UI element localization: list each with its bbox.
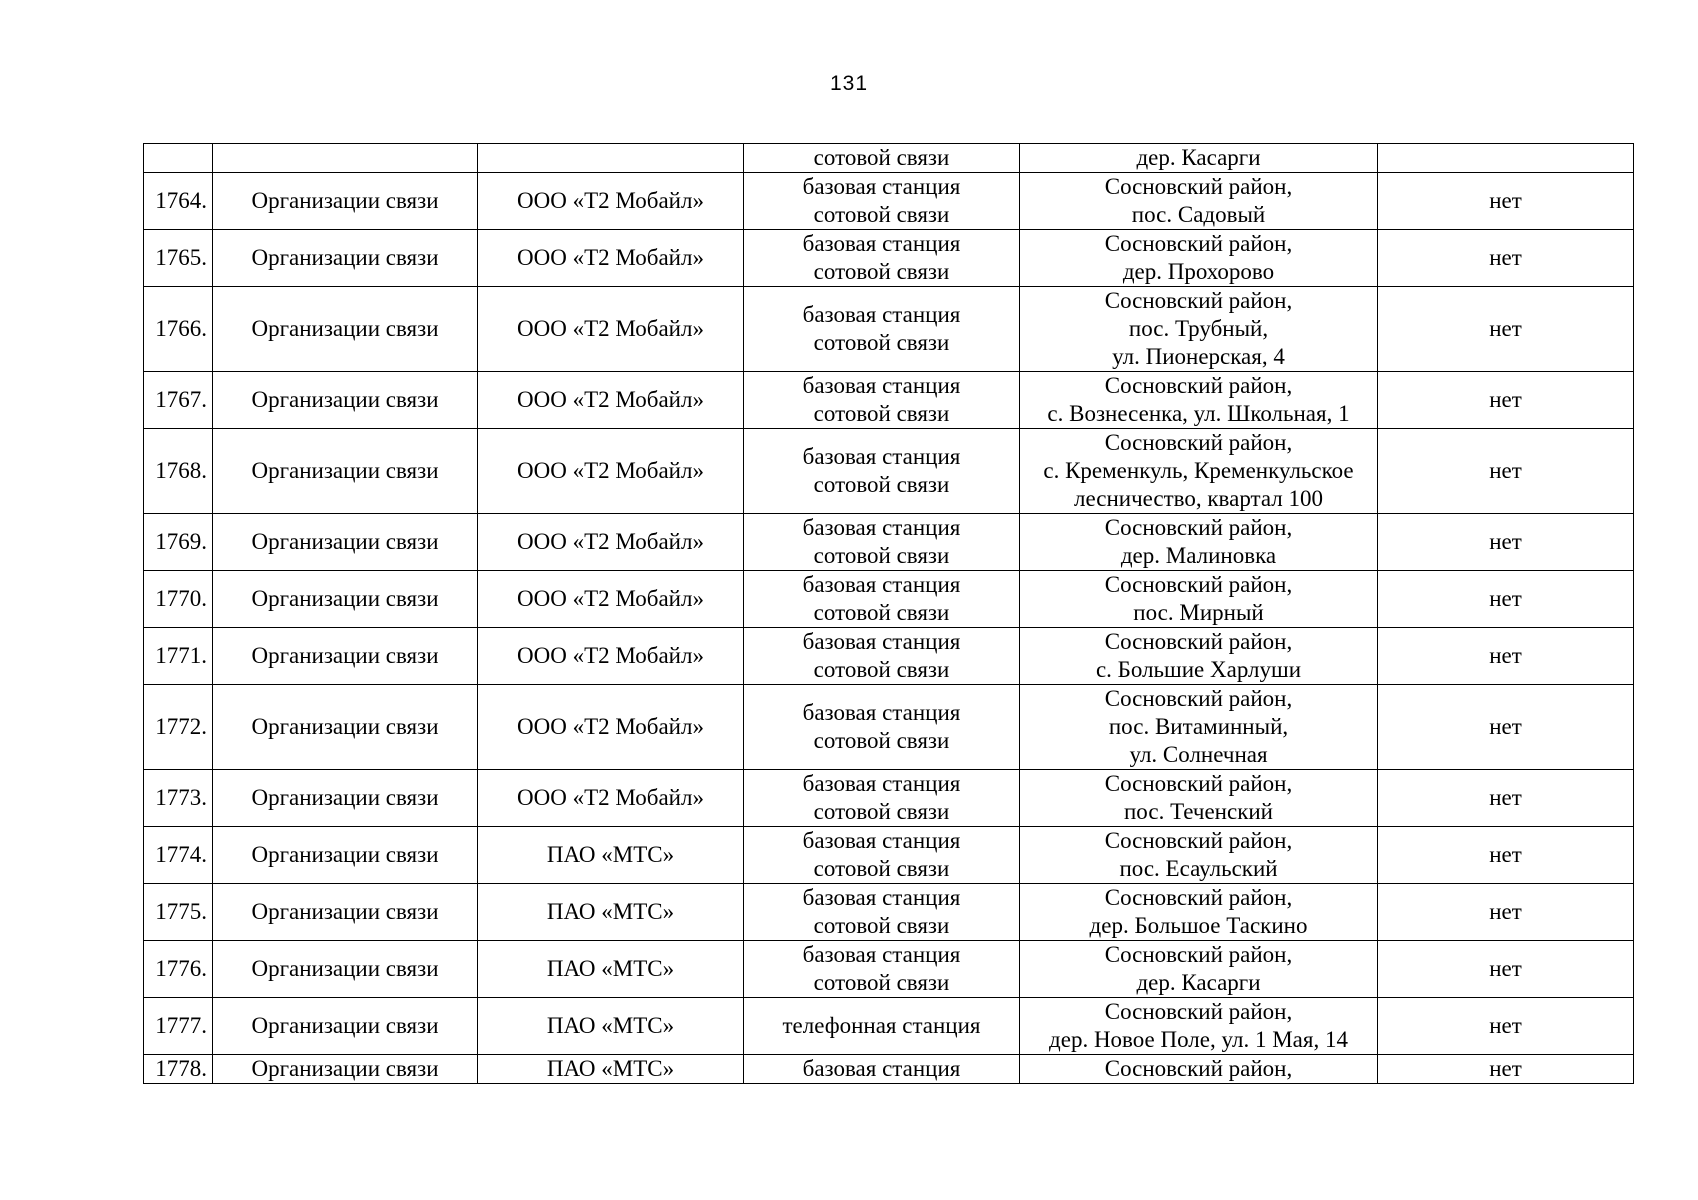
organization-cell: ООО «Т2 Мобайл» — [478, 287, 744, 372]
category-cell: Организации связи — [213, 998, 478, 1055]
table-row — [144, 571, 1634, 628]
address-line: дер. Малиновка — [1120, 543, 1277, 568]
note-cell: нет — [1378, 429, 1634, 514]
address-cell — [1020, 514, 1378, 571]
note-cell: нет — [1378, 287, 1634, 372]
address-line: Сосновский район, — [1104, 174, 1293, 199]
category-cell: Организации связи — [213, 372, 478, 429]
table-row — [144, 372, 1634, 429]
object-line: сотовой связи — [813, 145, 950, 170]
category-cell: Организации связи — [213, 173, 478, 230]
address-line: лесничество, квартал 100 — [1073, 486, 1323, 511]
note-cell: нет — [1378, 628, 1634, 685]
page-number: 131 — [829, 72, 869, 95]
object-line: сотовой связи — [813, 543, 950, 568]
row-number: 1767. — [144, 372, 213, 429]
category-cell: Организации связи — [213, 628, 478, 685]
object-cell — [744, 287, 1020, 372]
address-line: пос. Есаульский — [1119, 856, 1278, 881]
address-cell — [1020, 770, 1378, 827]
table-row — [144, 770, 1634, 827]
row-number: 1765. — [144, 230, 213, 287]
address-cell — [1020, 372, 1378, 429]
category-cell: Организации связи — [213, 571, 478, 628]
address-cell — [1020, 1055, 1378, 1084]
address-line: Сосновский район, — [1104, 1056, 1293, 1081]
row-number — [144, 144, 213, 173]
object-cell — [744, 941, 1020, 998]
table-row — [144, 998, 1634, 1055]
row-number: 1764. — [144, 173, 213, 230]
table-row — [144, 514, 1634, 571]
address-line: Сосновский район, — [1104, 686, 1293, 711]
organization-cell: ООО «Т2 Мобайл» — [478, 173, 744, 230]
address-cell — [1020, 628, 1378, 685]
category-cell: Организации связи — [213, 287, 478, 372]
row-number: 1778. — [144, 1055, 213, 1084]
address-line: пос. Садовый — [1131, 202, 1266, 227]
category-cell — [213, 144, 478, 173]
object-line: сотовой связи — [813, 657, 950, 682]
object-line: сотовой связи — [813, 330, 950, 355]
object-cell — [744, 571, 1020, 628]
address-cell — [1020, 685, 1378, 770]
note-cell — [1378, 144, 1634, 173]
object-line: базовая станция — [802, 700, 961, 725]
row-number: 1777. — [144, 998, 213, 1055]
organization-cell: ПАО «МТС» — [478, 1055, 744, 1084]
object-line: сотовой связи — [813, 472, 950, 497]
object-line: базовая станция — [802, 231, 961, 256]
object-line: сотовой связи — [813, 799, 950, 824]
row-number: 1770. — [144, 571, 213, 628]
address-line: Сосновский район, — [1104, 942, 1293, 967]
address-line: пос. Мирный — [1133, 600, 1264, 625]
organization-cell: ПАО «МТС» — [478, 827, 744, 884]
note-cell: нет — [1378, 884, 1634, 941]
organization-cell: ПАО «МТС» — [478, 998, 744, 1055]
row-number: 1769. — [144, 514, 213, 571]
organization-cell: ООО «Т2 Мобайл» — [478, 628, 744, 685]
object-cell — [744, 173, 1020, 230]
address-line: Сосновский район, — [1104, 430, 1293, 455]
organization-cell: ПАО «МТС» — [478, 884, 744, 941]
object-line: базовая станция — [802, 515, 961, 540]
address-cell — [1020, 287, 1378, 372]
category-cell: Организации связи — [213, 827, 478, 884]
row-number: 1766. — [144, 287, 213, 372]
address-line: Сосновский район, — [1104, 231, 1293, 256]
address-line: дер. Касарги — [1136, 145, 1261, 170]
row-number: 1768. — [144, 429, 213, 514]
address-line: ул. Пионерская, 4 — [1112, 344, 1285, 369]
row-number: 1773. — [144, 770, 213, 827]
table-row — [144, 941, 1634, 998]
category-cell: Организации связи — [213, 1055, 478, 1084]
row-number: 1771. — [144, 628, 213, 685]
note-cell: нет — [1378, 827, 1634, 884]
address-line: с. Вознесенка, ул. Школьная, 1 — [1047, 401, 1350, 426]
object-line: базовая станция — [802, 629, 961, 654]
address-cell — [1020, 827, 1378, 884]
address-line: Сосновский район, — [1104, 373, 1293, 398]
note-cell: нет — [1378, 941, 1634, 998]
organization-cell: ООО «Т2 Мобайл» — [478, 230, 744, 287]
registry-table — [143, 143, 1634, 1084]
address-line: пос. Трубный, — [1128, 316, 1269, 341]
table-row — [144, 144, 1634, 173]
table-row — [144, 173, 1634, 230]
organization-cell — [478, 144, 744, 173]
address-line: Сосновский район, — [1104, 515, 1293, 540]
note-cell: нет — [1378, 770, 1634, 827]
category-cell: Организации связи — [213, 514, 478, 571]
object-line: базовая станция — [802, 444, 961, 469]
address-cell — [1020, 230, 1378, 287]
organization-cell: ООО «Т2 Мобайл» — [478, 372, 744, 429]
object-line: базовая станция — [802, 1056, 961, 1081]
object-cell — [744, 230, 1020, 287]
object-line: базовая станция — [802, 828, 961, 853]
address-line: пос. Витаминный, — [1108, 714, 1289, 739]
organization-cell: ООО «Т2 Мобайл» — [478, 770, 744, 827]
address-cell — [1020, 144, 1378, 173]
table-row — [144, 429, 1634, 514]
address-cell — [1020, 429, 1378, 514]
object-cell — [744, 144, 1020, 173]
object-line: базовая станция — [802, 942, 961, 967]
row-number: 1772. — [144, 685, 213, 770]
address-cell — [1020, 571, 1378, 628]
organization-cell: ПАО «МТС» — [478, 941, 744, 998]
object-line: сотовой связи — [813, 600, 950, 625]
category-cell: Организации связи — [213, 770, 478, 827]
row-number: 1776. — [144, 941, 213, 998]
address-line: Сосновский район, — [1104, 999, 1293, 1024]
note-cell: нет — [1378, 173, 1634, 230]
object-cell — [744, 827, 1020, 884]
object-cell — [744, 884, 1020, 941]
note-cell: нет — [1378, 514, 1634, 571]
organization-cell: ООО «Т2 Мобайл» — [478, 571, 744, 628]
address-cell — [1020, 884, 1378, 941]
object-line: сотовой связи — [813, 728, 950, 753]
address-line: дер. Прохорово — [1122, 259, 1275, 284]
address-line: дер. Большое Таскино — [1089, 913, 1308, 938]
object-line: телефонная станция — [782, 1013, 981, 1038]
note-cell: нет — [1378, 571, 1634, 628]
note-cell: нет — [1378, 998, 1634, 1055]
object-line: сотовой связи — [813, 856, 950, 881]
object-line: сотовой связи — [813, 913, 950, 938]
note-cell: нет — [1378, 685, 1634, 770]
object-cell — [744, 628, 1020, 685]
address-line: Сосновский район, — [1104, 828, 1293, 853]
address-line: Сосновский район, — [1104, 885, 1293, 910]
organization-cell: ООО «Т2 Мобайл» — [478, 429, 744, 514]
object-cell — [744, 372, 1020, 429]
organization-cell: ООО «Т2 Мобайл» — [478, 514, 744, 571]
address-line: ул. Солнечная — [1129, 742, 1268, 767]
object-cell — [744, 770, 1020, 827]
object-line: сотовой связи — [813, 401, 950, 426]
note-cell: нет — [1378, 1055, 1634, 1084]
object-line: базовая станция — [802, 302, 961, 327]
address-line: с. Кременкуль, Кременкульское — [1043, 458, 1354, 483]
object-line: базовая станция — [802, 771, 961, 796]
table-row — [144, 1055, 1634, 1084]
category-cell: Организации связи — [213, 429, 478, 514]
address-line: с. Большие Харлуши — [1095, 657, 1302, 682]
table-row — [144, 287, 1634, 372]
address-line: пос. Теченский — [1124, 799, 1273, 824]
object-line: сотовой связи — [813, 259, 950, 284]
object-cell — [744, 1055, 1020, 1084]
category-cell: Организации связи — [213, 685, 478, 770]
object-cell — [744, 685, 1020, 770]
note-cell: нет — [1378, 230, 1634, 287]
object-line: базовая станция — [802, 174, 961, 199]
table-row — [144, 827, 1634, 884]
object-cell — [744, 998, 1020, 1055]
table-row — [144, 884, 1634, 941]
address-cell — [1020, 998, 1378, 1055]
row-number: 1774. — [144, 827, 213, 884]
table-row — [144, 628, 1634, 685]
object-cell — [744, 514, 1020, 571]
object-cell — [744, 429, 1020, 514]
category-cell: Организации связи — [213, 941, 478, 998]
object-line: базовая станция — [802, 572, 961, 597]
object-line: сотовой связи — [813, 970, 950, 995]
address-line: Сосновский район, — [1104, 572, 1293, 597]
category-cell: Организации связи — [213, 230, 478, 287]
address-line: дер. Новое Поле, ул. 1 Мая, 14 — [1049, 1027, 1348, 1052]
organization-cell: ООО «Т2 Мобайл» — [478, 685, 744, 770]
address-line: Сосновский район, — [1104, 771, 1293, 796]
address-cell — [1020, 173, 1378, 230]
category-cell: Организации связи — [213, 884, 478, 941]
address-line: дер. Касарги — [1136, 970, 1261, 995]
address-line: Сосновский район, — [1104, 629, 1293, 654]
address-cell — [1020, 941, 1378, 998]
object-line: базовая станция — [802, 885, 961, 910]
row-number: 1775. — [144, 884, 213, 941]
object-line: базовая станция — [802, 373, 961, 398]
table-row — [144, 685, 1634, 770]
address-line: Сосновский район, — [1104, 288, 1293, 313]
table-row — [144, 230, 1634, 287]
note-cell: нет — [1378, 372, 1634, 429]
object-line: сотовой связи — [813, 202, 950, 227]
